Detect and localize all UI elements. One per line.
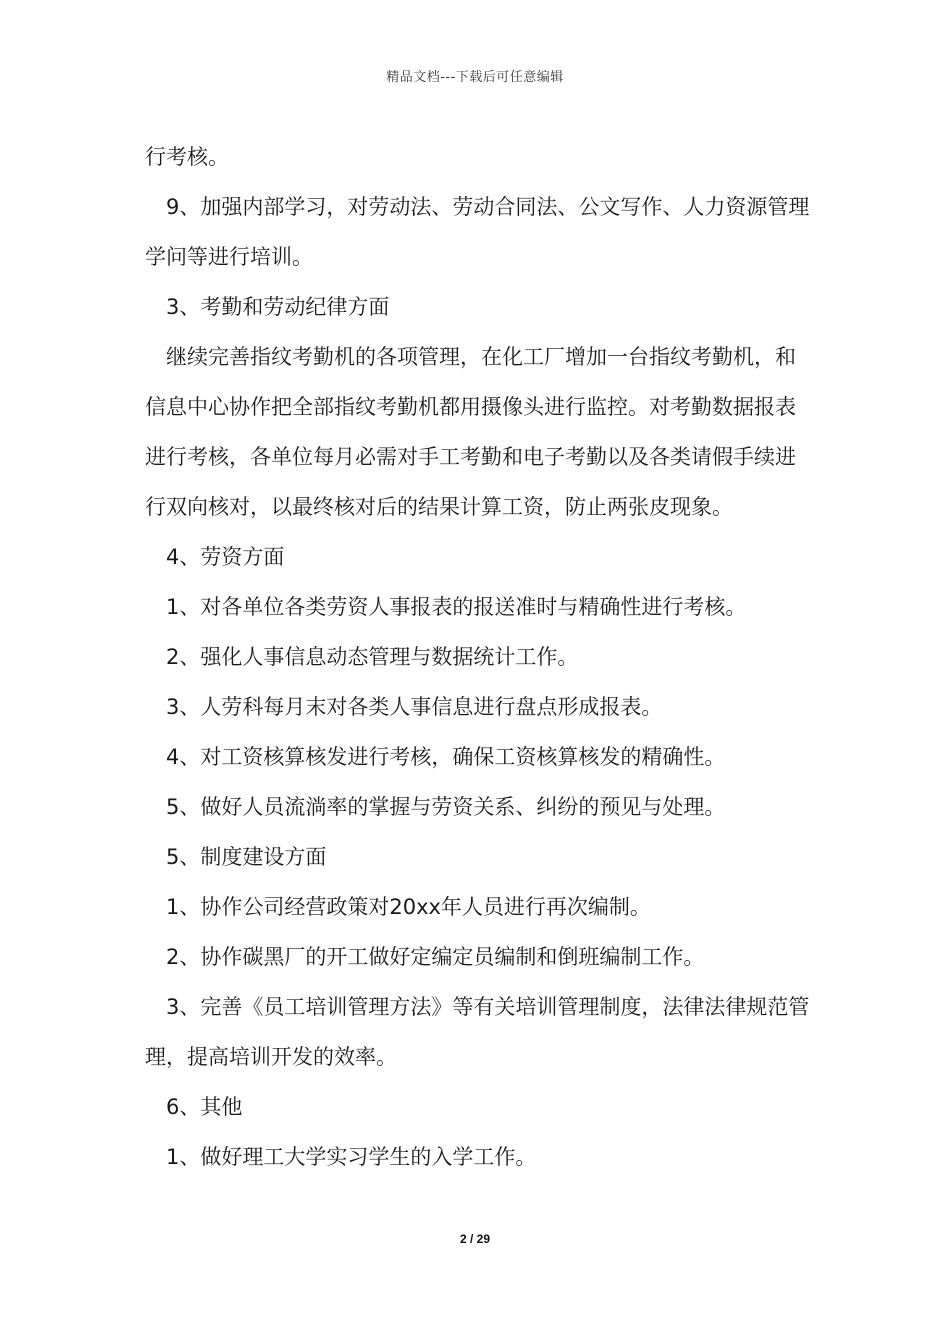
- section-heading: 5、制度建设方面: [166, 845, 327, 869]
- list-item: 2、强化人事信息动态管理与数据统计工作。: [166, 645, 579, 669]
- section-heading: 6、其他: [166, 1095, 243, 1119]
- section-heading: 3、考勤和劳动纪律方面: [166, 295, 390, 319]
- page-header: 精品文档---下载后可任意编辑: [386, 70, 564, 85]
- section-heading: 4、劳资方面: [166, 545, 285, 569]
- list-item: 1、对各单位各类劳资人事报表的报送准时与精确性进行考核。: [166, 595, 747, 619]
- page-number: 2 / 29: [459, 1232, 491, 1246]
- list-item: 5、做好人员流淌率的掌握与劳资关系、纠纷的预见与处理。: [166, 795, 726, 819]
- paragraph: 继续完善指纹考勤机的各项管理，在化工厂增加一台指纹考勤机，和信息中心协作把全部指纹考勤机都用摄像头进行监控。对考勤数据报表进行考核，各单位每月必需对手工考勤和电子考勤以及各类请假手续进行双向核对，以最终核对后的结果计算工资，防止两张皮现象。: [145, 345, 796, 519]
- list-item: 3、人劳科每月末对各类人事信息进行盘点形成报表。: [166, 695, 663, 719]
- paragraph: 9、加强内部学习，对劳动法、劳动合同法、公文写作、人力资源管理学问等进行培训。: [145, 195, 810, 269]
- list-item: 1、协作公司经营政策对20xx年人员进行再次编制。: [166, 895, 651, 919]
- list-item: 2、协作碳黑厂的开工做好定编定员编制和倒班编制工作。: [166, 945, 705, 969]
- list-item: 3、完善《员工培训管理方法》等有关培训管理制度，法律法律规范管理，提高培训开发的效率。: [145, 995, 810, 1069]
- list-item: 4、对工资核算核发进行考核，确保工资核算核发的精确性。: [166, 745, 726, 769]
- document-body: [145, 132, 815, 1182]
- paragraph: 行考核。: [145, 145, 229, 169]
- list-item: 1、做好理工大学实习学生的入学工作。: [166, 1145, 537, 1169]
